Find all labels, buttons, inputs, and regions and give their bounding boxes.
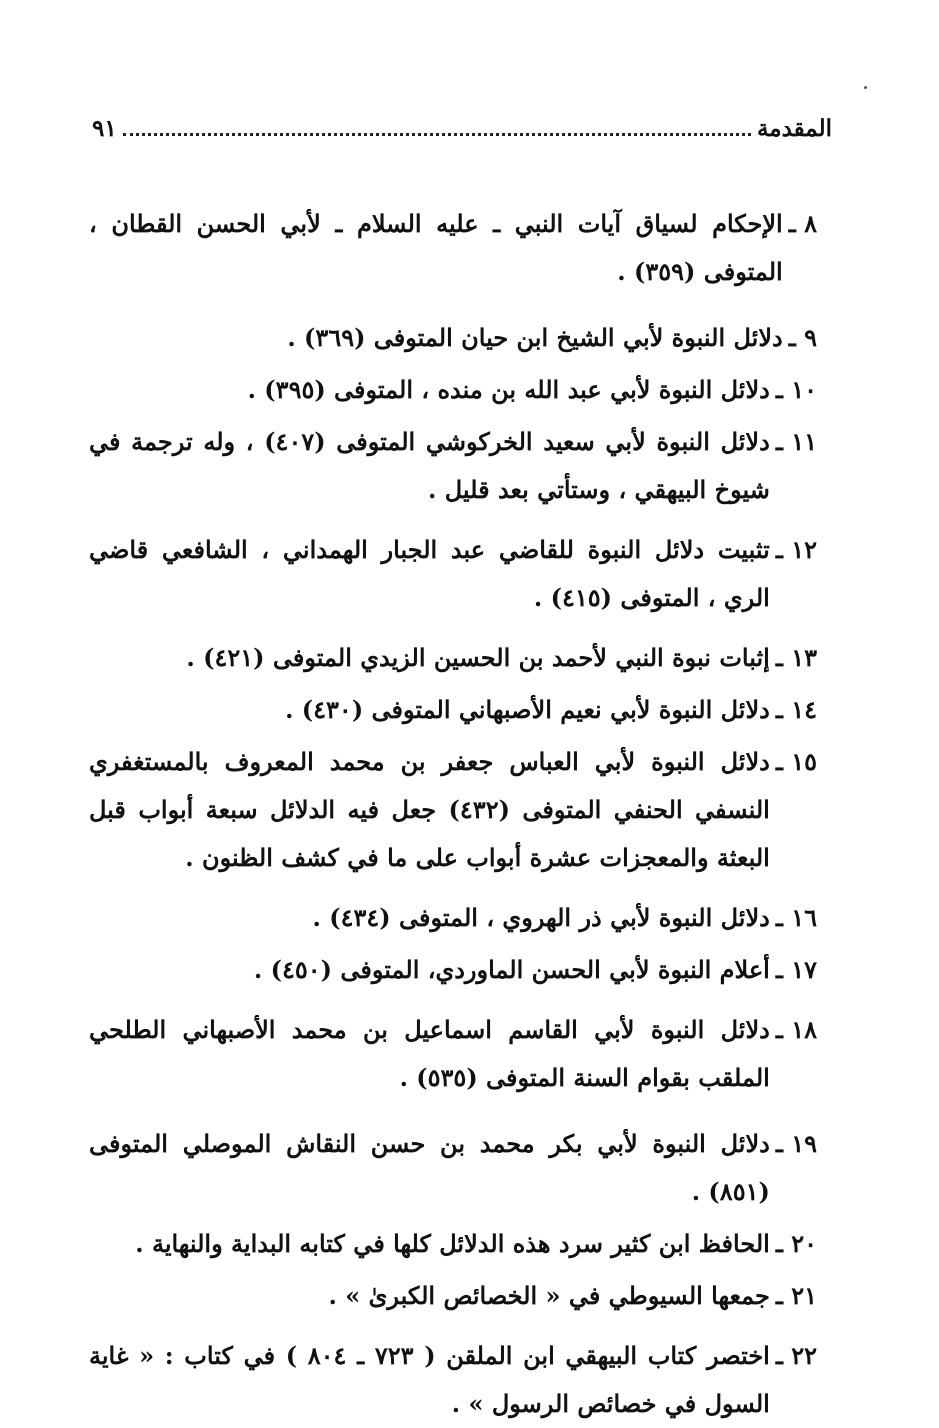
- entry-text: الإحكام لسياق آيات النبي ـ عليه السلام ـ لأبي الحسن القطان ، المتوفى (٣٥٩) .: [89, 209, 783, 286]
- entry-text: دلائل النبوة لأبي سعيد الخركوشي المتوفى (٤٠٧) ، وله ترجمة في شيوخ البيهقي ، وستأتي بعد قليل .: [89, 427, 770, 504]
- entry-number: ٢١ ـ: [775, 1281, 817, 1310]
- entry-text: الحافظ ابن كثير سرد هذه الدلائل كلها في كتابه البداية والنهاية .: [135, 1229, 770, 1258]
- ink-speck: [864, 86, 867, 89]
- entry-number: ٢٢ ـ: [775, 1341, 817, 1370]
- list-item: [89, 418, 817, 514]
- entry-number: ١٠ ـ: [775, 375, 817, 404]
- header-title: المقدمة: [756, 114, 832, 142]
- list-item: [89, 366, 817, 414]
- entry-number: ١٦ ـ: [775, 903, 817, 932]
- entry-text: دلائل النبوة لأبي الشيخ ابن حيان المتوفى (٣٦٩) .: [287, 323, 783, 352]
- list-item: [89, 1006, 817, 1102]
- entry-number: ١١ ـ: [775, 427, 817, 456]
- list-item: [89, 738, 817, 882]
- list-item: [89, 1220, 817, 1268]
- entry-text: أعلام النبوة لأبي الحسن الماوردي، المتوفى (٤٥٠) .: [253, 955, 770, 984]
- entry-number: ١٨ ـ: [775, 1015, 817, 1044]
- list-item: [89, 1120, 817, 1216]
- entry-number: ٩ ـ: [788, 323, 817, 352]
- entry-text: دلائل النبوة لأبي نعيم الأصبهاني المتوفى (٤٣٠) .: [285, 695, 770, 724]
- entry-number: ١٥ ـ: [775, 747, 817, 776]
- list-item: [89, 946, 817, 994]
- entry-text: جمعها السيوطي في « الخصائص الكبرىٰ » .: [328, 1281, 770, 1310]
- list-item: [89, 1332, 817, 1428]
- entry-number: ٢٠ ـ: [775, 1229, 817, 1258]
- entry-number: ١٩ ـ: [775, 1129, 817, 1158]
- entry-number: ١٤ ـ: [775, 695, 817, 724]
- list-item: [89, 314, 817, 362]
- page-number: ٩١: [92, 114, 117, 142]
- entry-text: إثبات نبوة النبي لأحمد بن الحسين الزيدي المتوفى (٤٢١) .: [186, 643, 770, 672]
- entry-number: ١٣ ـ: [775, 643, 817, 672]
- header-dot-leader: [123, 133, 751, 136]
- entry-text: دلائل النبوة لأبي ذر الهروي ، المتوفى (٤٣٤) .: [312, 903, 770, 932]
- list-item: [89, 686, 817, 734]
- entry-text: دلائل النبوة لأبي العباس جعفر بن محمد المعروف بالمستغفري النسفي الحنفي المتوفى (٤٣٢) جعل فيه الدلائل سبعة أبواب قبل البعثة والمعجزات عشرة أبواب على ما في كشف الظنون .: [89, 747, 770, 872]
- bibliography-list: [89, 200, 817, 1428]
- entry-text: تثبيت دلائل النبوة للقاضي عبد الجبار الهمداني ، الشافعي قاضي الري ، المتوفى (٤١٥) .: [89, 535, 770, 612]
- entry-text: دلائل النبوة لأبي بكر محمد بن حسن النقاش الموصلي المتوفى (٨٥١) .: [89, 1129, 770, 1206]
- list-item: [89, 894, 817, 942]
- list-item: [89, 200, 817, 296]
- entry-number: ١٢ ـ: [775, 535, 817, 564]
- entry-text: اختصر كتاب البيهقي ابن الملقن ( ٧٢٣ ـ ٨٠٤ ) في كتاب : « غاية السول في خصائص الرسول » .: [89, 1341, 770, 1418]
- list-item: [89, 1272, 817, 1320]
- list-item: [89, 526, 817, 622]
- entry-text: دلائل النبوة لأبي عبد الله بن منده ، المتوفى (٣٩٥) .: [247, 375, 770, 404]
- entry-text: دلائل النبوة لأبي القاسم اسماعيل بن محمد الأصبهاني الطلحي الملقب بقوام السنة المتوفى (٥٣٥) .: [89, 1015, 770, 1092]
- list-item: [89, 634, 817, 682]
- entry-number: ٨ ـ: [788, 209, 817, 238]
- running-header: [92, 108, 832, 148]
- entry-number: ١٧ ـ: [775, 955, 817, 984]
